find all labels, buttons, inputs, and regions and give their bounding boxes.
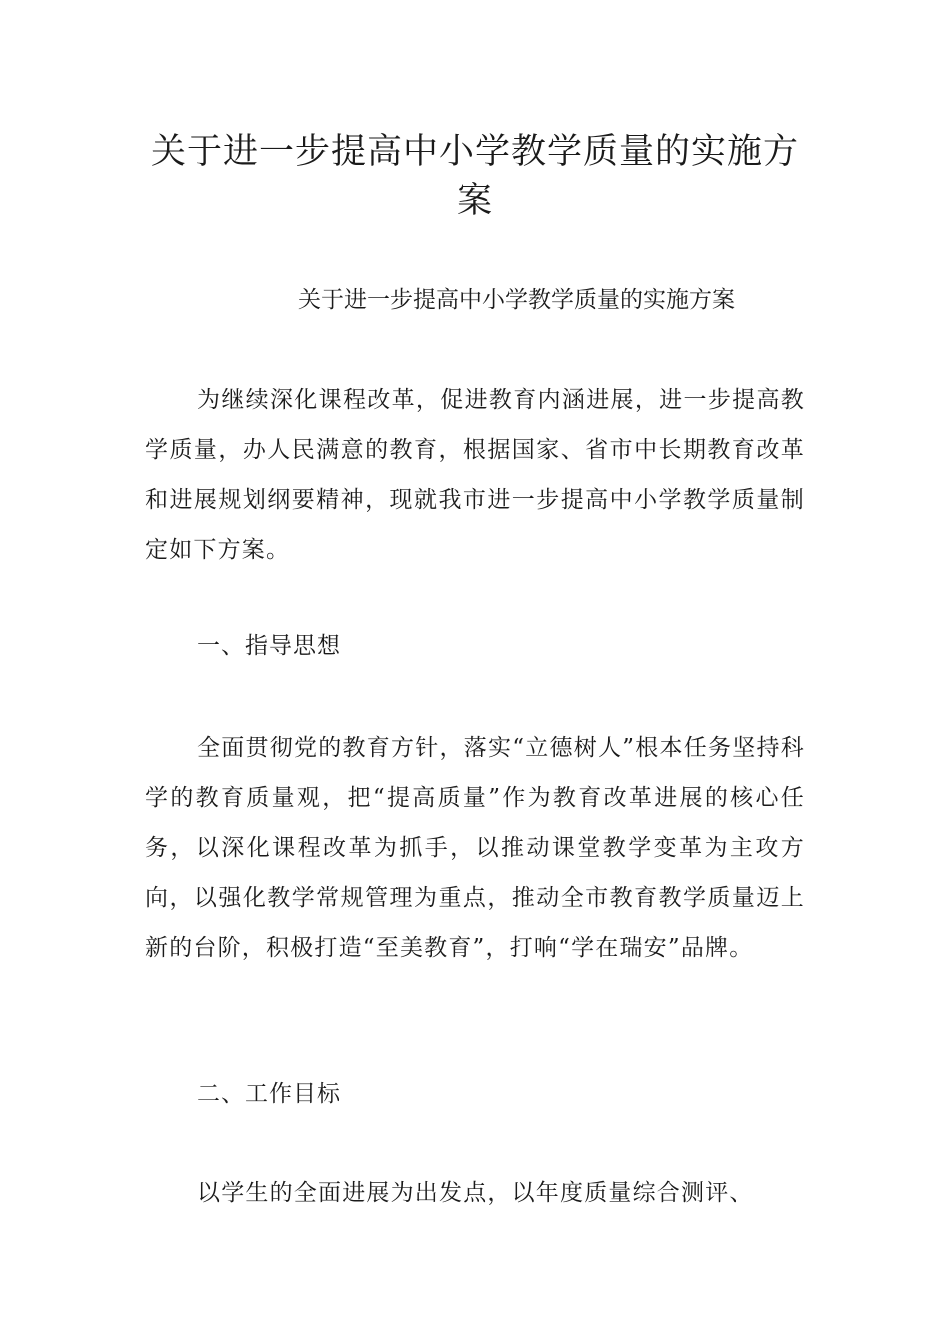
- document-title: 关于进一步提高中小学教学质量的实施方案: [150, 132, 799, 221]
- section-heading-guiding-ideology: 一、指导思想: [197, 633, 341, 659]
- guiding-ideology-paragraph: 全面贯彻党的教育方针，落实“立德树人”根本任务坚持科学的教育质量观，把“提高质量”作为教育改革进展的核心任务，以深化课程改革为抓手，以推动课堂教学变革为主攻方向，以强化教学常规管理为重点，推动全市教育教学质量迈上新的台阶，积极打造“至美教育”，打响“学在瑞安”品牌。: [145, 735, 805, 961]
- document-subtitle: 关于进一步提高中小学教学质量的实施方案: [298, 287, 735, 313]
- section-heading-work-goals: 二、工作目标: [197, 1081, 341, 1107]
- intro-paragraph: 为继续深化课程改革，促进教育内涵进展，进一步提高教学质量，办人民满意的教育，根据国家、省市中长期教育改革和进展规划纲要精神，现就我市进一步提高中小学教学质量制定如下方案。: [145, 387, 805, 563]
- work-goals-paragraph: 以学生的全面进展为出发点，以年度质量综合测评、: [197, 1180, 754, 1206]
